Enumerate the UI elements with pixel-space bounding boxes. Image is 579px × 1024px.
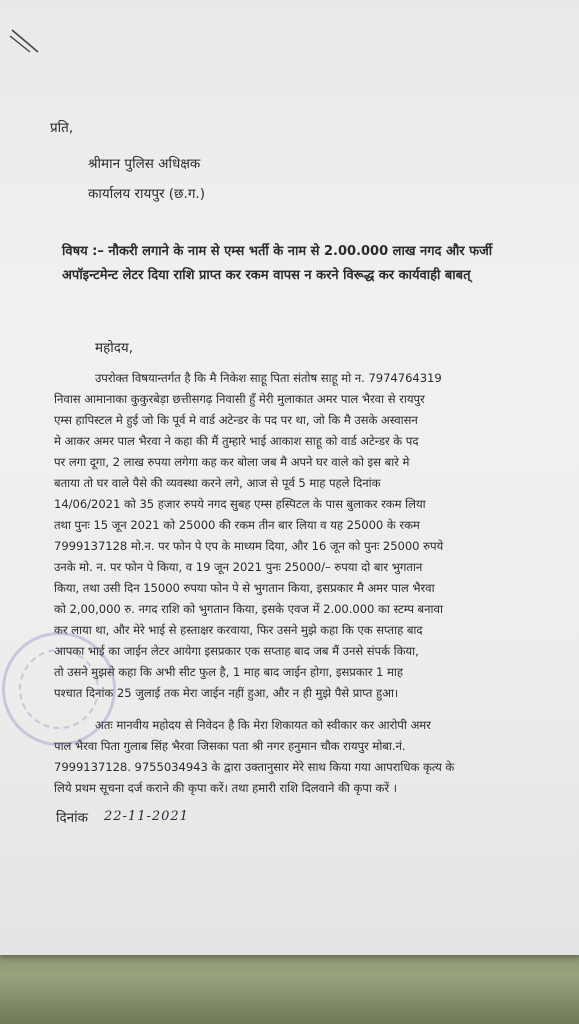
body-line: किया, तथा उसी दिन 15000 रुपया फोन पे से भुगतान किया, इसप्रकार मै अमर पाल भैरवा	[54, 581, 435, 595]
salutation-to: प्रति,	[50, 120, 74, 136]
pen-mark-scribble	[8, 26, 42, 56]
body-line: तो उसने मुझसे कहा कि अभी सीट फुल है, 1 माह बाद जाईन होगा, इसप्रकार 1 माह	[54, 665, 403, 679]
body-line: पर लगा दूगा, 2 लाख रुपया लगेगा कह कर बोला जब मै अपने घर वाले को इस बारे मे	[54, 455, 410, 469]
date-label: दिनांक	[56, 810, 89, 826]
office-stamp	[2, 632, 116, 746]
date-value-handwritten: 22-11-2021	[104, 809, 189, 824]
request-line: अतः मानवीय महोदय से निवेदन है कि मेरा शिकायत को स्वीकार कर आरोपी अमर	[95, 718, 431, 732]
body-line: 7999137128 मो.न. पर फोन पे एप के माध्यम दिया, और 16 जून को पुनः 25000 रुपये	[54, 539, 444, 553]
greeting: महोदय,	[95, 340, 134, 356]
recipient-title: श्रीमान पुलिस अधिक्षक	[88, 156, 201, 172]
body-line: तथा पुनः 15 जून 2021 को 25000 की रकम तीन बार लिया व यह 25000 के रकम	[54, 518, 420, 532]
body-line: बताया तो घर वाले पैसे की व्यवस्था करने लगे, आज से पूर्व 5 माह पहले दिनांक	[54, 476, 381, 490]
request-line: पाल भैरवा पिता गुलाब सिंह भैरवा जिसका पता श्री नगर हनुमान चौक रायपुर मोबा.नं.	[54, 739, 406, 753]
body-line: निवास आमानाका कुकुरबेड़ा छत्तीसगढ़ निवासी हुँ मेरी मुलाकात अमर पाल भैरवा से रायपुर	[54, 392, 425, 406]
body-line: उपरोक्त विषयान्तर्गत है कि मै निकेश साहू पिता संतोष साहू मो न. 7974764319	[95, 371, 442, 385]
body-line: पश्चात दिनांक 25 जुलाई तक मेरा जाईन नहीं हुआ, और न ही मुझे पैसे प्राप्त हुआ।	[54, 686, 399, 700]
request-line: लिये प्रथम सूचना दर्ज कराने की कृपा करें। तथा हमारी राशि दिलवाने की कृपा करें ।	[54, 781, 398, 795]
subject-line-2: अपॉइन्टमेन्ट लेटर दिया राशि प्राप्त कर रकम वापस न करने विरूद्ध कर कार्यवाही बाबत्	[62, 268, 471, 283]
body-line: मे आकर अमर पाल भैरवा ने कहा की मैं तुम्हारे भाई आकाश साहू को वार्ड अटेन्डर के पद	[54, 434, 419, 448]
body-line: कर लाया था, और मेरे भाई से हस्ताक्षर करवाया, फिर उसने मुझे कहा कि एक सप्ताह बाद	[54, 623, 423, 637]
subject-line-1: विषय :– नौकरी लगाने के नाम से एम्स भर्ती के नाम से 2.00.000 लाख नगद और फर्जी	[62, 244, 493, 259]
recipient-office: कार्यालय रायपुर (छ.ग.)	[88, 186, 205, 202]
request-line: 7999137128. 9755034943 के द्वारा उक्तानुसार मेरे साथ किया गया आपराधिक कृत्य के	[54, 760, 455, 774]
body-line: 14/06/2021 को 35 हजार रुपये नगद सुबह एम्स हस्पिटल के पास बुलाकर रकम लिया	[54, 497, 426, 511]
body-line: आपका भाई का जाईन लेटर आयेगा इसप्रकार एक सप्ताह बाद जब मैं उनसे संपर्क किया,	[54, 644, 419, 658]
body-line: को 2,00,000 रु. नगद राशि को भुगतान किया, इसके एवज में 2.00.000 का स्टम्प बनावा	[54, 602, 443, 616]
body-line: उनके मो. न. पर फोन पे किया, व 19 जून 2021 पुनः 25000/– रुपया दो बार भुगतान	[54, 560, 423, 574]
body-line: एम्स हापिस्टल मे हुई जो कि पूर्व मे वार्ड अटेन्डर के पद पर था, जो कि मै उसके अस्वासन	[54, 413, 418, 427]
